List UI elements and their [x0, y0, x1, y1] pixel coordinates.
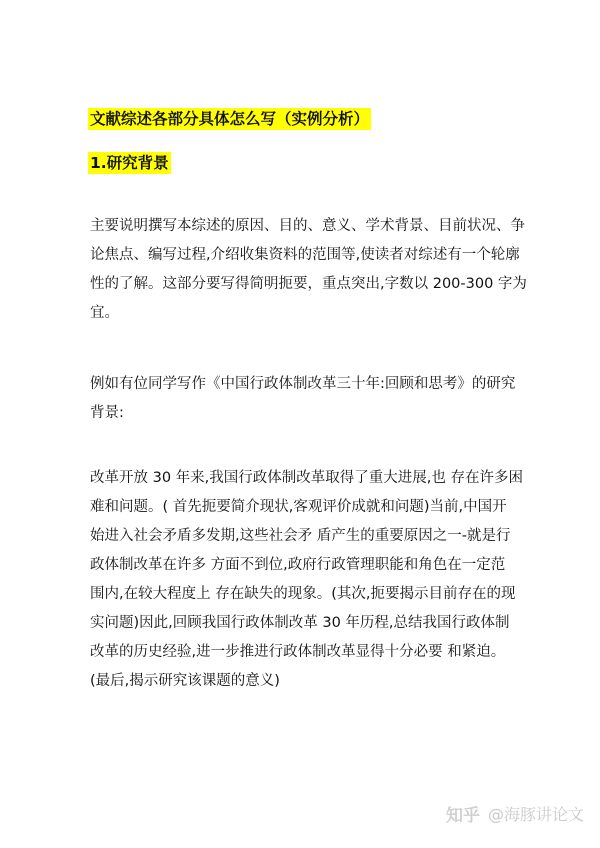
watermark-author: @海豚讲论文: [487, 805, 584, 824]
watermark: [446, 801, 584, 826]
paragraph-example: [90, 370, 520, 428]
paragraph-line: 性的了解。这部分要写得简明扼要，重点突出,字数以 200-300 字为: [90, 276, 527, 292]
paragraph-line: 政体制改革在许多 方面不到位,政府行政管理职能和角色在一定范: [90, 557, 506, 573]
paragraph-line: 宜。: [90, 305, 119, 321]
paragraph-line: 例如有位同学写作《中国行政体制改革三十年:回顾和思考》的研究: [90, 376, 516, 392]
paragraph-line: 背景:: [90, 405, 124, 421]
paragraph-line: 始进入社会矛盾多发期,这些社会矛 盾产生的重要原因之一-就是行: [90, 528, 511, 544]
paragraph-line: 围内,在较大程度上 存在缺失的现象。(其次,扼要揭示目前存在的现: [90, 586, 516, 602]
paragraph-line: 实问题)因此,回顾我国行政体制改革 30 年历程,总结我国行政体制: [90, 615, 510, 631]
paragraph-line: 难和问题。( 首先扼要简介现状,客观评价成就和问题)当前,中国开: [90, 499, 507, 515]
paragraph-example-body: [90, 464, 523, 696]
paragraph-intro: [90, 212, 527, 328]
document-title: 文献综述各部分具体怎么写（实例分析）: [90, 110, 370, 128]
paragraph-line: 改革的历史经验,进一步推进行政体制改革显得十分必要 和紧迫。: [90, 644, 506, 660]
paragraph-line: (最后,揭示研究该课题的意义): [90, 673, 280, 689]
paragraph-line: 主要说明撰写本综述的原因、目的、意义、学术背景、目前状况、争: [90, 218, 525, 234]
section-heading: 1.研究背景: [90, 154, 169, 172]
paragraph-line: 改革开放 30 年来,我国行政体制改革取得了重大进展,也 存在许多困: [90, 470, 523, 486]
zhihu-logo: 知乎: [445, 806, 480, 826]
paragraph-line: 论焦点、编写过程,介绍收集资料的范围等,使读者对综述有一个轮廓: [90, 247, 520, 263]
